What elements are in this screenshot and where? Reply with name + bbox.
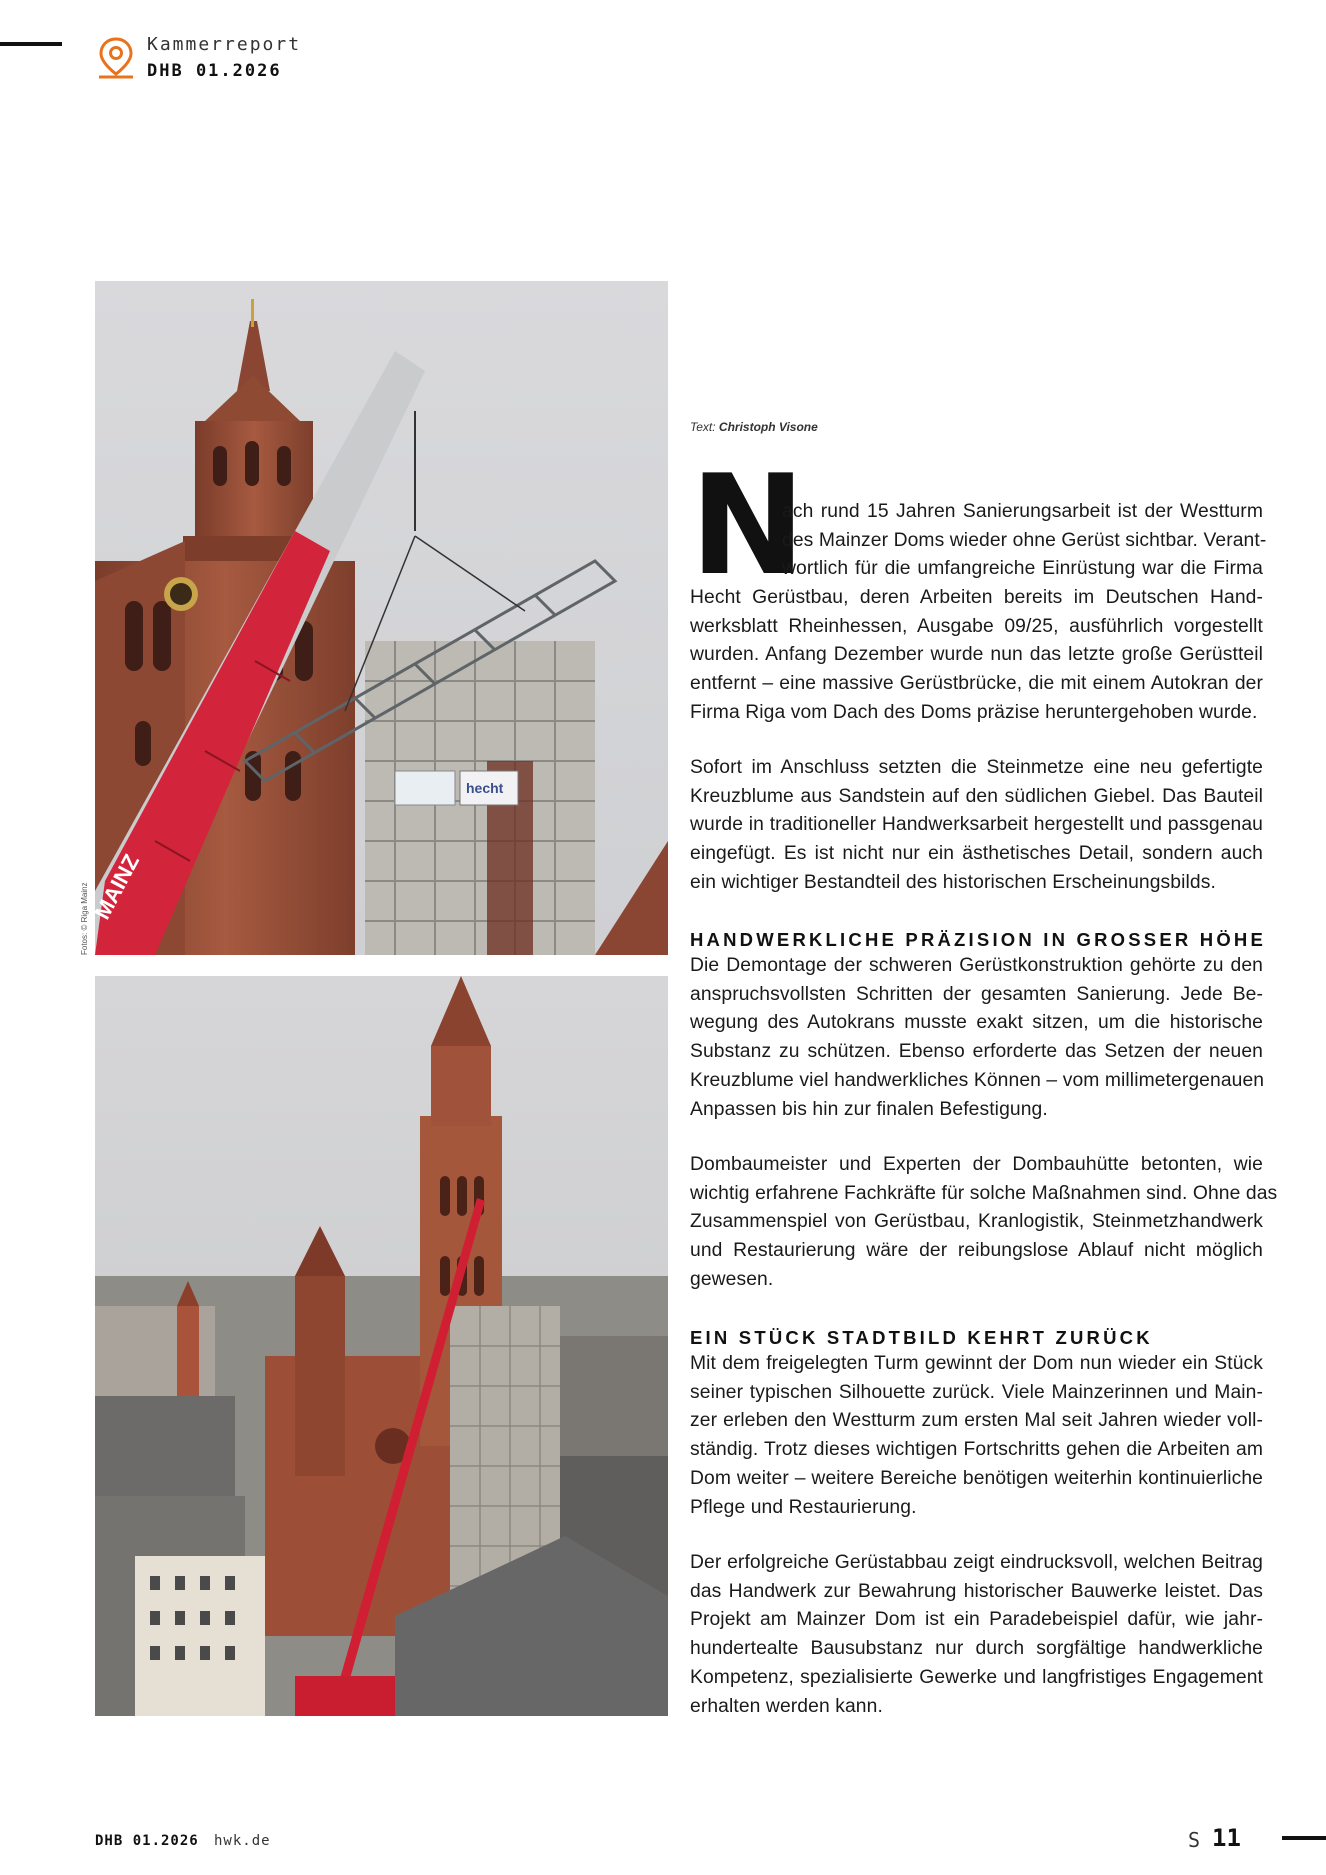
text-line: ständig. Trotz dieses wichtigen Fortschritts gehen die Arbeiten am	[690, 1439, 1263, 1461]
paragraph-3	[690, 952, 1263, 1124]
section-title: Kammerreport	[147, 34, 302, 55]
text-line: Kompetenz, spezialisierte Gewerke und langfristiges Engagement	[690, 1666, 1263, 1688]
text-line: Projekt am Mainzer Dom ist ein Paradebeispiel dafür, wie jahr-	[690, 1609, 1263, 1631]
text-line: eingefügt. Es ist nicht nur ein ästhetisches Detail, sondern auch	[690, 843, 1263, 865]
text-line: Hecht Gerüstbau, deren Arbeiten bereits im Deutschen Hand-	[690, 587, 1263, 608]
paragraph-4	[690, 1151, 1278, 1295]
text-line: Pflege und Restaurierung.	[690, 1496, 917, 1518]
text-line: Dom weiter – weitere Bereiche benötigen weiterhin kontinuierliche	[690, 1467, 1263, 1489]
text-line: Die Demontage der schweren Gerüstkonstruktion gehörte zu den	[690, 955, 1263, 976]
text-line: Kreuzblume viel handwerkliches Können – vom millimetergenauen	[690, 1069, 1265, 1091]
subheading-1: HANDWERKLICHE PRÄZISION IN GROSSER HÖHE	[690, 929, 1267, 950]
footer-issue: DHB 01.2026	[95, 1833, 199, 1849]
footer-website-link[interactable]: hwk.de	[214, 1833, 271, 1849]
text-line: Kreuzblume aus Sandstein auf den südlichen Giebel. Das Bauteil	[690, 785, 1263, 807]
text-line: ach rund 15 Jahren Sanierungsarbeit ist der Westturm	[782, 501, 1263, 522]
footer-rule	[1282, 1836, 1326, 1840]
intro-paragraph-start	[690, 498, 1267, 584]
paragraph-2	[690, 754, 1263, 898]
photo-aerial-cathedral	[95, 976, 668, 1716]
text-line: wurden. Anfang Dezember wurde nun das letzte große Gerüstteil	[690, 644, 1263, 666]
subheading-2: EIN STÜCK STADTBILD KEHRT ZURÜCK	[690, 1327, 1153, 1348]
banner-text: hecht	[466, 780, 504, 796]
text-line: hundertealte Bausubstanz nur durch sorgfältige handwerkliche	[690, 1638, 1263, 1660]
text-line: Anpassen bis hin zur finalen Befestigung.	[690, 1098, 1048, 1120]
text-line: gewesen.	[690, 1268, 774, 1290]
byline	[690, 420, 818, 434]
text-line: Firma Riga vom Dach des Doms präzise heruntergehoben wurde.	[690, 701, 1258, 723]
text-line: des Mainzer Doms wieder ohne Gerüst sichtbar. Verant-	[782, 529, 1267, 551]
photo-credit: Fotos: © Riga Mainz	[80, 882, 89, 955]
text-line: Der erfolgreiche Gerüstabbau zeigt eindrucksvoll, welchen Beitrag	[690, 1552, 1263, 1573]
byline-author: Christoph Visone	[718, 420, 818, 434]
text-line: wurde in traditioneller Handwerksarbeit hergestellt und passgenau	[690, 814, 1263, 836]
page-number: 11	[1212, 1824, 1241, 1852]
text-line: zer erleben den Westturm zum ersten Mal seit Jahren wieder voll-	[690, 1410, 1263, 1432]
page-prefix: S	[1188, 1828, 1201, 1852]
byline-prefix: Text:	[690, 420, 719, 434]
text-line: entfernt – eine massive Gerüstbrücke, die mit einem Autokran der	[690, 673, 1263, 695]
paragraph-5	[690, 1350, 1263, 1522]
text-line: Sofort im Anschluss setzten die Steinmetze eine neu gefertigte	[690, 757, 1263, 778]
text-line: das Handwerk zur Bewahrung historischer Bauwerke leistet. Das	[690, 1580, 1263, 1602]
photo-crane-scaffold	[89, 281, 668, 955]
drop-cap: N	[690, 445, 806, 606]
text-line: werksblatt Rheinhessen, Ausgabe 09/25, ausführlich vorgestellt	[690, 615, 1263, 637]
crane-label: MAINZ	[89, 850, 145, 924]
text-line: wortlich für die umfangreiche Einrüstung war die Firma	[782, 558, 1263, 580]
text-line: ein wichtiger Bestandteil des historischen Erscheinungsbilds.	[690, 871, 1216, 893]
text-line: Dombaumeister und Experten der Dombauhütte betonten, wie	[690, 1154, 1263, 1175]
text-line: Zusammenspiel von Gerüstbau, Kranlogistik, Steinmetzhandwerk	[690, 1211, 1263, 1233]
text-line: seiner typischen Silhouette zurück. Viele Mainzerinnen und Main-	[690, 1381, 1263, 1403]
issue-label: DHB 01.2026	[147, 61, 282, 81]
location-pin-icon	[96, 36, 136, 80]
text-line: anspruchsvollsten Schritten der gesamten Sanierung. Jede Be-	[690, 983, 1263, 1005]
text-line: Substanz zu schützen. Ebenso erforderte das Setzen der neuen	[690, 1041, 1263, 1063]
text-line: Mit dem freigelegten Turm gewinnt der Dom nun wieder ein Stück	[690, 1353, 1263, 1374]
text-line: erhalten werden kann.	[690, 1695, 883, 1717]
paragraph-6	[690, 1549, 1263, 1721]
text-line: wichtig erfahrene Fachkräfte für solche Maßnahmen sind. Ohne das	[690, 1182, 1278, 1204]
text-line: wegung des Autokrans musste exakt sitzen, um die historische	[690, 1012, 1263, 1034]
header-rule	[0, 42, 62, 46]
intro-paragraph-rest	[690, 584, 1263, 728]
text-line: und Restaurierung wäre der reibungslose Ablauf nicht möglich	[690, 1240, 1263, 1262]
